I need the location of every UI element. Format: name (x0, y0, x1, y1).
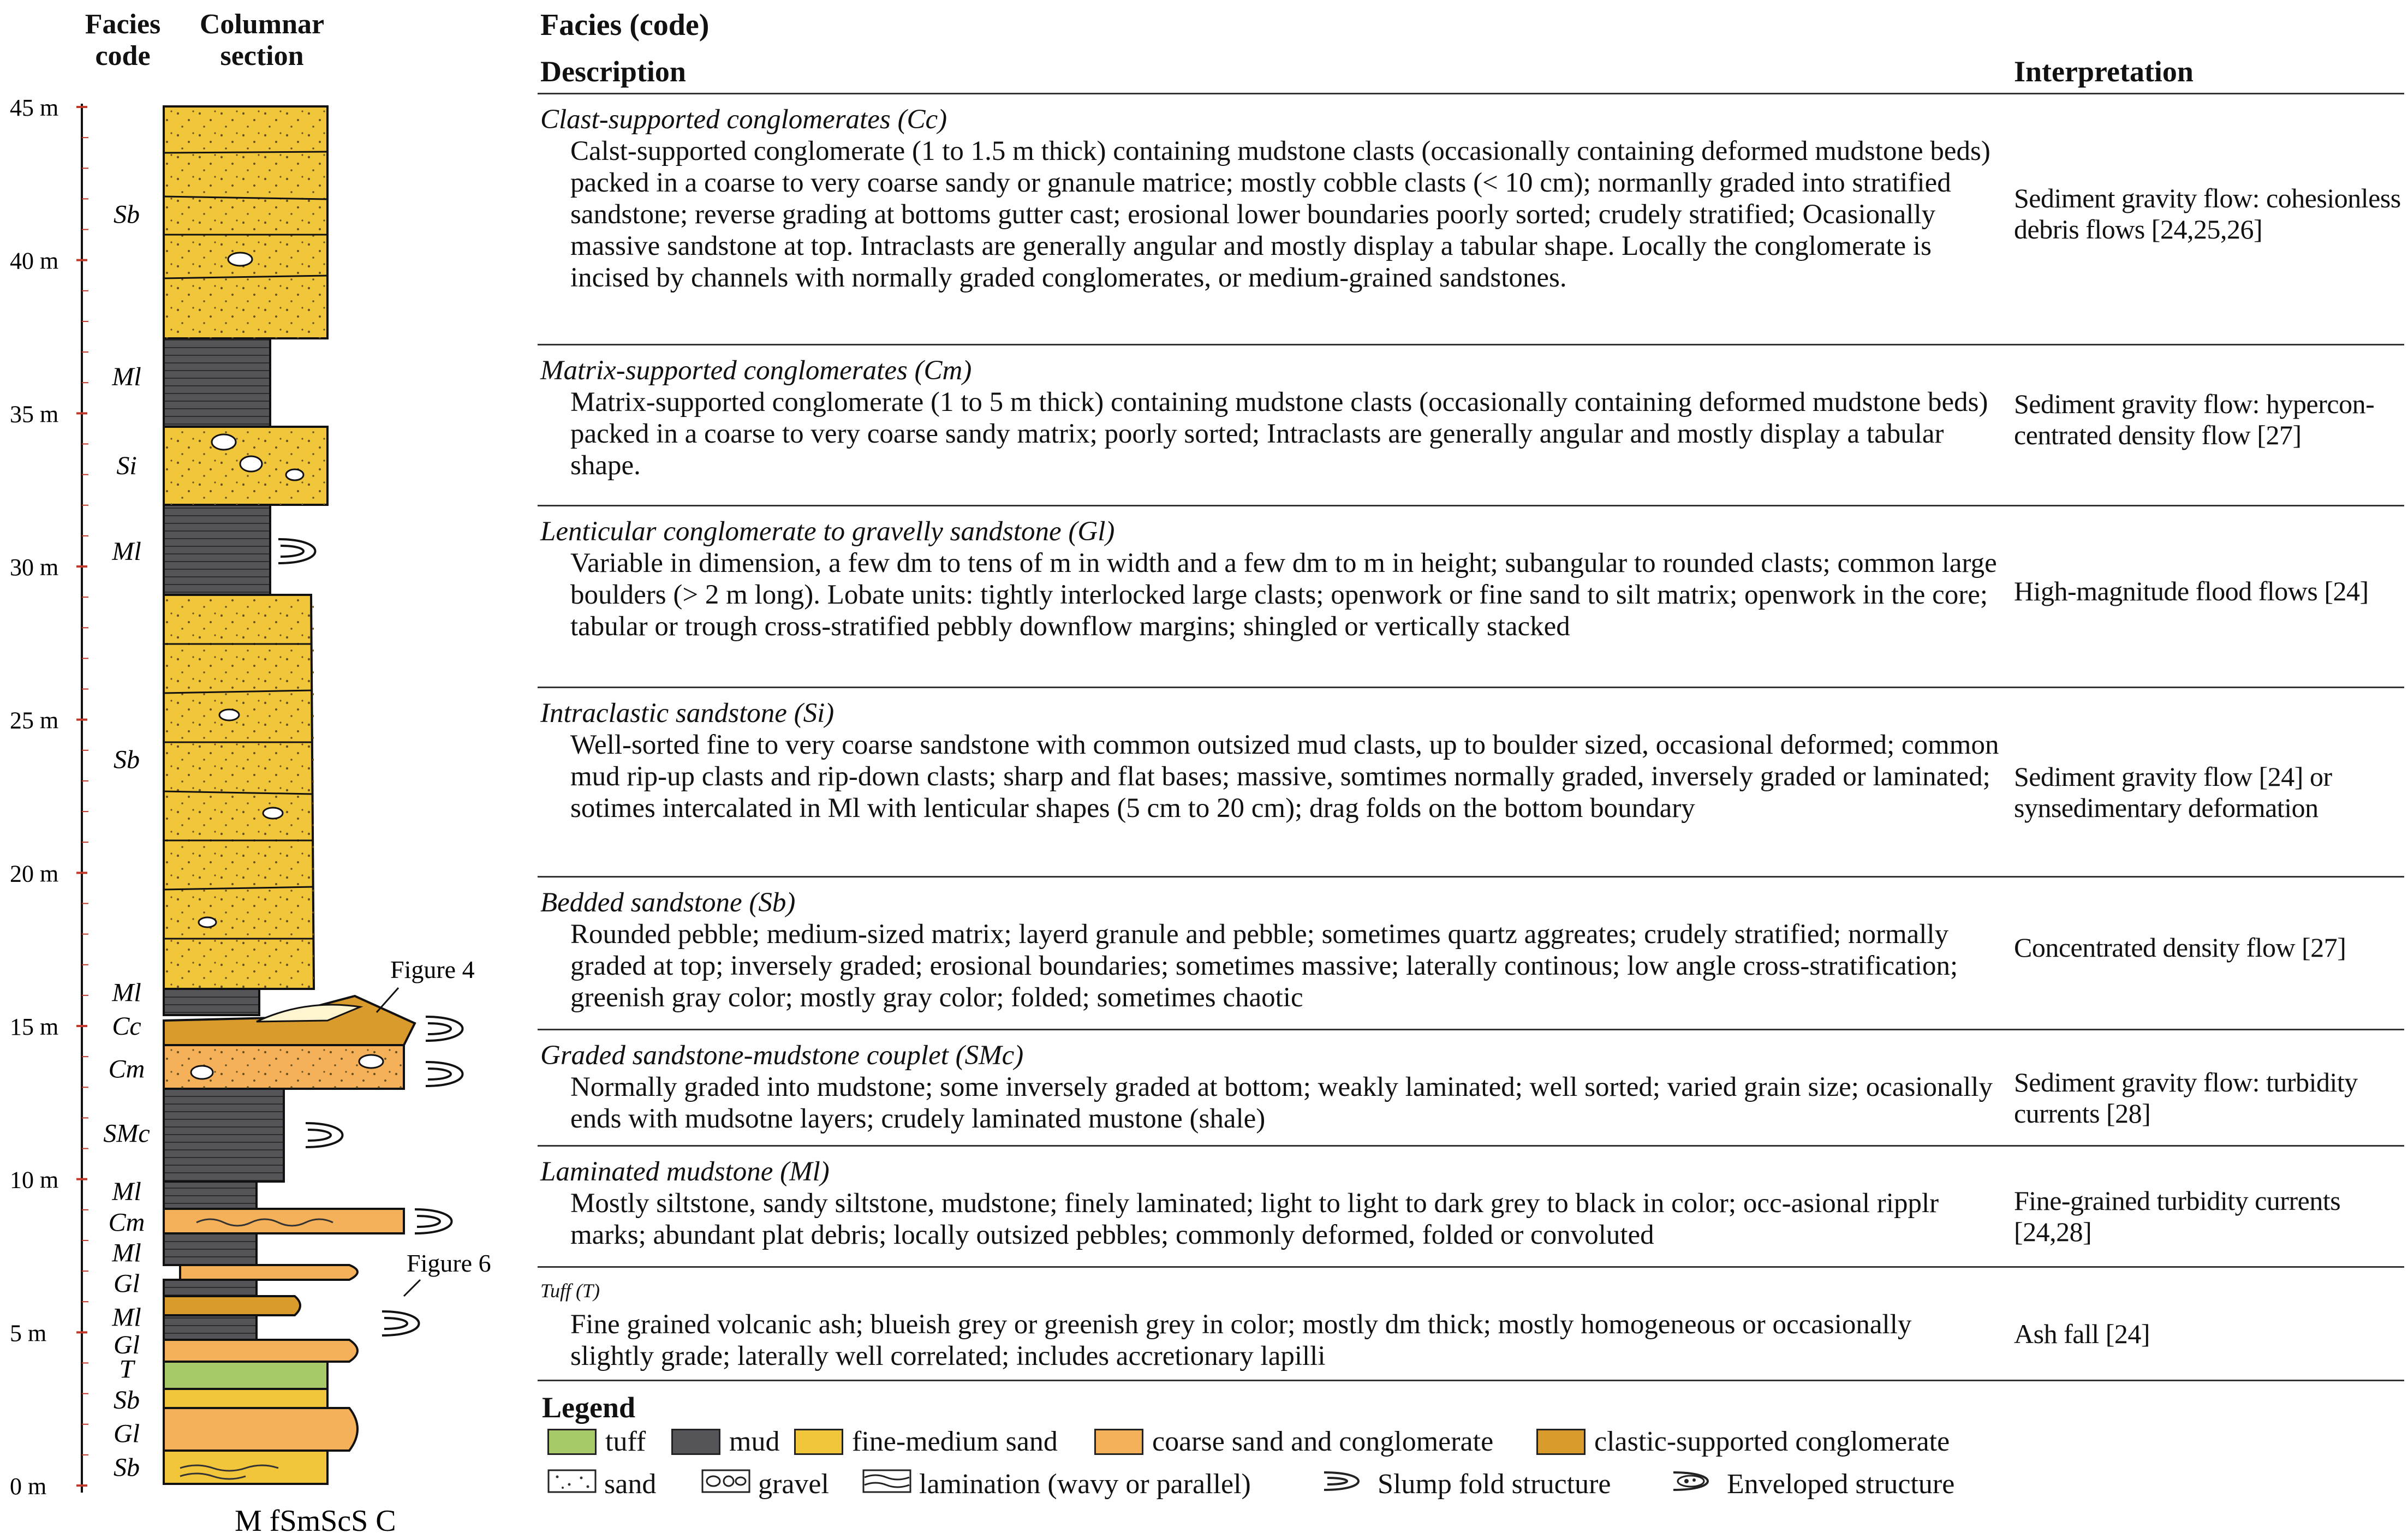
legend-item (547, 1468, 656, 1500)
facies-code-label: Ml (112, 1177, 141, 1207)
legend-swatch (1094, 1429, 1143, 1455)
legend-item (1536, 1425, 1950, 1458)
facies-row-description: Matrix-supported conglomerate (1 to 5 m thick) containing mudstone clasts (occasionally containing deformed mudstone beds) packed in a coarse to very coarse sandy matrix; poorly sorted; Intraclasts are generally angular and mostly display a tabular shape. (570, 387, 1988, 481)
legend-label: mud (729, 1426, 780, 1457)
facies-row-interpretation: Fine-grained turbidity currents [24,28] (2014, 1185, 2341, 1247)
legend-label: Slump fold structure (1378, 1469, 1611, 1500)
facies-row-title: Bedded sandstone (Sb) (540, 887, 796, 918)
legend-item (1094, 1425, 1493, 1458)
legend-item (1321, 1468, 1611, 1500)
facies-row-interpretation: High-magnitude flood flows [24] (2014, 576, 2369, 606)
unit-ml-4 (164, 1182, 257, 1209)
facies-code-labels (103, 200, 150, 1482)
depth-tick-label: 20 m (10, 860, 59, 887)
facies-code-label: Sb (114, 200, 140, 229)
facies-code-label: Gl (114, 1269, 140, 1298)
facies-code-label: Ml (112, 362, 141, 391)
depth-tick-label: 5 m (10, 1320, 47, 1347)
facies-row-description: Rounded pebble; medium-sized matrix; layerd granule and pebble; sometimes quartz aggreates; crudely stratified; normally graded at top; inversely graded; erosional boundaries; sometimes massive; laterally continous; low angle cross-stratification; greenish gray color; mostly gray color; folded; sometimes chaotic (570, 919, 1958, 1013)
facies-row-description: Variable in dimension, a few dm to tens of m in width and a few dm to m in height; subangular to rounded clasts; common large boulders (> 2 m long). Lobate units: tightly interlocked large clasts; openwork or fine sand to silt matrix; openwork in the core; tabular or trough cross-stratified pebbly downflow margins; shingled or vertically stacked (570, 548, 1997, 642)
slump-fold-icon (382, 1311, 419, 1335)
legend-item (671, 1425, 779, 1458)
legend-title: Legend (542, 1391, 636, 1424)
facies-row-rule (538, 344, 2404, 345)
facies-row-title: Clast-supported conglomerates (Cc) (540, 104, 947, 135)
facies-row-title: Graded sandstone-mudstone couplet (SMc) (540, 1040, 1024, 1071)
gravel-pattern-icon (701, 1468, 750, 1500)
unit-tuff (164, 1362, 327, 1389)
facies-row-rule (538, 687, 2404, 688)
depth-tick-label: 35 m (10, 401, 59, 428)
figure-4-label: Figure 4 (390, 956, 475, 983)
depth-tick-label: 25 m (10, 707, 59, 734)
facies-code-label: Ml (112, 978, 141, 1007)
facies-row-interpretation: Sediment gravity flow: hypercon-centrated density flow [27] (2014, 389, 2375, 450)
columnar-section-header: Columnar section (199, 9, 325, 71)
legend-swatch (794, 1429, 843, 1455)
legend-item (862, 1468, 1251, 1500)
facies-code-label: Cc (112, 1012, 141, 1041)
facies-row-interpretation: Ash fall [24] (2014, 1319, 2150, 1349)
description-column-header: Description (540, 55, 686, 88)
facies-row-rule (538, 1029, 2404, 1030)
slump-fold-icon (278, 539, 315, 563)
facies-row-interpretation: Sediment gravity flow: turbidity currents [28] (2014, 1067, 2358, 1129)
facies-row-description: Fine grained volcanic ash; blueish grey or greenish grey in color; mostly dm thick; mostly homogeneous or occasionally slightly grade; laterally well correlated; includes accretionary lapilli (570, 1309, 1912, 1371)
facies-code-label: Gl (114, 1330, 140, 1359)
slump-fold-icon (1321, 1468, 1370, 1500)
interpretation-column-header: Interpretation (2014, 55, 2194, 88)
unit-gl-1 (164, 1408, 357, 1451)
unit-gl-3 (164, 1296, 300, 1315)
facies-row-title: Laminated mudstone (Ml) (540, 1156, 830, 1187)
depth-tick-label: 30 m (10, 554, 59, 581)
unit-ml-6 (164, 505, 270, 595)
depth-tick-label: 0 m (10, 1473, 47, 1500)
unit-ml-1 (164, 1315, 257, 1340)
header-rule (538, 93, 2404, 94)
facies-row-rule (538, 505, 2404, 506)
facies-code-label: Sb (114, 745, 140, 774)
facies-row-title: Tuff (T) (540, 1280, 600, 1302)
slump-fold-icon (426, 1062, 463, 1086)
slump-fold-icon (306, 1123, 343, 1147)
facies-code-label: Cm (108, 1054, 145, 1084)
legend-label: fine-medium sand (852, 1426, 1058, 1457)
facies-row-rule (538, 1145, 2404, 1147)
facies-row-description: Calst-supported conglomerate (1 to 1.5 m thick) containing mudstone clasts (occasionally containing deformed mudstone beds) packed in a coarse to very coarse sandy or gnanule matrice; mostly cobble clasts (< 10 cm); normanlly graded into stratified sandstone; reverse grading at bottoms gutter cast; erosional lower boundaries poorly sorted; crudely stratified; Ocasionally massive sandstone at top. Intraclasts are generally angular and mostly display a tabular shape. Locally the conglomerate is incised by channels with normally graded conglomerates, or medium-grained sandstones. (570, 136, 1990, 293)
facies-row-title: Lenticular conglomerate to gravelly sandstone (Gl) (540, 516, 1115, 547)
unit-sb-2 (164, 1389, 327, 1408)
facies-row-rule (538, 876, 2404, 878)
unit-ml-3 (164, 1233, 257, 1265)
facies-code-label: Ml (112, 1238, 141, 1268)
depth-tick-label: 15 m (10, 1013, 59, 1040)
legend-label: lamination (wavy or parallel) (919, 1469, 1251, 1500)
facies-row-description: Normally graded into mudstone; some inversely graded at bottom; weakly laminated; well sorted; varied grain size; ocasionally ends with mudsotne layers; crudely laminated mustone (shale) (570, 1072, 1993, 1134)
unit-ml-5 (164, 989, 259, 1015)
legend-label: gravel (758, 1469, 829, 1500)
slump-fold-icon (415, 1209, 452, 1233)
facies-row-description: Mostly siltstone, sandy siltstone, mudstone; finely laminated; light to light to dark grey to black in color; occ-asional ripplr marks; abundant plat debris; locally outsized pebbles; commonly deformed, folded or convoluted (570, 1188, 1939, 1250)
figure-6-label: Figure 6 (407, 1249, 491, 1277)
facies-code-label: Gl (114, 1419, 140, 1448)
facies-code-header: Facies code (85, 9, 161, 71)
facies-row-rule (538, 1266, 2404, 1268)
facies-row-interpretation: Concentrated density flow [27] (2014, 932, 2346, 963)
unit-smc (164, 1089, 284, 1182)
unit-gl-4 (180, 1265, 357, 1280)
columnar-section (0, 0, 524, 1539)
facies-row-title: Matrix-supported conglomerates (Cm) (540, 355, 972, 386)
grain-size-axis: M fSmScS C (235, 1504, 396, 1538)
unit-ml-7 (164, 338, 270, 427)
unit-gl-2 (164, 1340, 357, 1362)
depth-tick-label: 40 m (10, 247, 59, 275)
slump-fold-icon (426, 1017, 463, 1041)
depth-ticks (10, 94, 88, 1500)
legend-swatch (671, 1429, 720, 1455)
facies-code-label: Ml (112, 1303, 141, 1332)
facies-code-label: T (119, 1355, 134, 1384)
facies-row-interpretation: Sediment gravity flow: cohesionless debris flows [24,25,26] (2014, 183, 2401, 244)
unit-ml-2 (164, 1280, 257, 1296)
legend-item (701, 1468, 829, 1500)
legend-swatch (547, 1429, 597, 1455)
legend-label: tuff (605, 1426, 646, 1457)
facies-code-label: Si (116, 451, 137, 480)
facies-code-label: SMc (103, 1119, 150, 1148)
sand-pattern-icon (547, 1468, 597, 1500)
facies-row-interpretation: Sediment gravity flow [24] or synsedimentary deformation (2014, 761, 2332, 823)
legend-label: clastic-supported conglomerate (1594, 1426, 1950, 1457)
legend-label: sand (604, 1469, 657, 1500)
facies-row-rule (538, 1380, 2404, 1381)
enveloped-structure-icon (1670, 1468, 1719, 1500)
legend-swatch (1536, 1429, 1586, 1455)
facies-row-title: Intraclastic sandstone (Si) (540, 698, 835, 729)
depth-tick-label: 10 m (10, 1166, 59, 1194)
legend-label: coarse sand and conglomerate (1152, 1426, 1494, 1457)
depth-tick-label: 45 m (10, 94, 59, 121)
legend-item (794, 1425, 1058, 1458)
facies-code-label: Cm (108, 1208, 145, 1237)
facies-code-label: Sb (114, 1453, 140, 1482)
legend-item (547, 1425, 646, 1458)
legend-label: Enveloped structure (1727, 1469, 1955, 1500)
facies-table-title: Facies (code) (540, 8, 710, 42)
facies-code-label: Ml (112, 536, 141, 566)
facies-row-description: Well-sorted fine to very coarse sandstone with common outsized mud clasts, up to boulder sized, occasional deformed; common mud rip-up clasts and rip-down clasts; sharp and flat bases; massive, somtimes normally graded, inversely graded or laminated; sotimes intercalated in Ml with lenticular shapes (5 cm to 20 cm); drag folds on the bottom boundary (570, 730, 1999, 824)
lamination-pattern-icon (862, 1468, 911, 1500)
facies-code-label: Sb (114, 1385, 140, 1415)
legend-item (1670, 1468, 1954, 1500)
